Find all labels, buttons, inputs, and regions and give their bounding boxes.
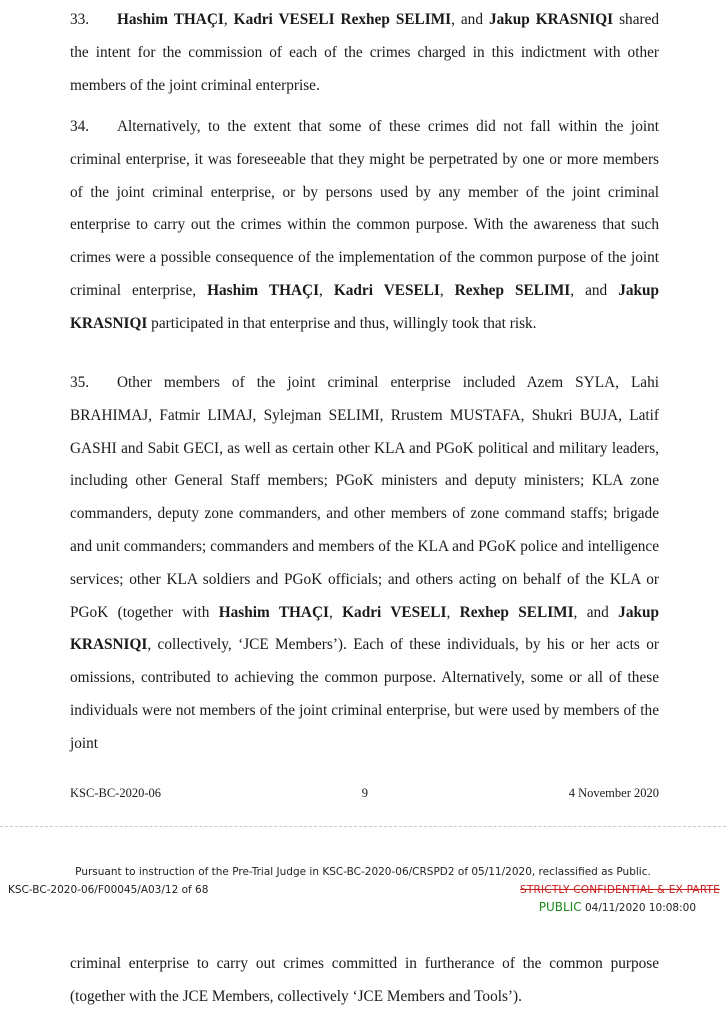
public-label: PUBLIC xyxy=(538,900,582,914)
paragraph-text: , xyxy=(223,11,234,28)
page-footer xyxy=(70,786,659,801)
public-stamp xyxy=(539,900,696,914)
accused-name: Hashim THAÇI xyxy=(117,11,224,28)
accused-name: Kadri VESELI Rexhep SELIMI xyxy=(233,11,452,28)
paragraph-text: , and xyxy=(451,11,489,28)
case-number: KSC-BC-2020-06 xyxy=(70,786,161,800)
paragraph-text: , xyxy=(446,603,460,621)
accused-name: Kadri VESELI xyxy=(342,603,447,621)
accused-name: Jakup KRASNIQI xyxy=(70,281,660,332)
accused-name: Jakup KRASNIQI xyxy=(488,11,614,28)
paragraph-number: 35. xyxy=(70,374,90,391)
continuation-paragraph: criminal enterprise to carry out crimes committed in furtherance of the common purpose (together with the JCE Members, collectively ‘JCE Members and Tools’). xyxy=(70,955,659,1005)
accused-name: Hashim THAÇI xyxy=(218,603,329,621)
paragraph-text: , xyxy=(439,281,455,299)
paragraph-35 xyxy=(70,367,659,761)
page-number: 9 xyxy=(361,786,368,800)
accused-name: Rexhep SELIMI xyxy=(459,603,574,621)
paragraph-text: , xyxy=(328,603,343,621)
accused-name: Rexhep SELIMI xyxy=(454,281,571,299)
paragraph-text: Other members of the joint criminal enterprise included Azem SYLA, Lahi BRAHIMAJ, Fatmir LIMAJ, Sylejman SELIMI, Rrustem MUSTAFA, Shukri BUJA, Latif GASHI and Sabit GECI, as well as certain other KLA and PGoK political and military leaders, including other General Staff members; PGoK ministers and deputy ministers; KLA zone commanders, deputy zone commanders, and other members of zone command staffs; brigade and unit commanders; commanders and members of the KLA and PGoK police and intelligence services; other KLA soldiers and PGoK officials; and others acting on behalf of the KLA or PGoK (together with xyxy=(70,374,659,621)
accused-name: Hashim THAÇI xyxy=(207,281,320,299)
paragraph-text: , and xyxy=(570,281,619,299)
document-date: 4 November 2020 xyxy=(568,786,659,800)
accused-name: Kadri VESELI xyxy=(333,281,440,299)
paragraph-33 xyxy=(70,4,659,102)
filing-reference: KSC-BC-2020-06/F00045/A03/12 of 68 xyxy=(8,884,209,896)
paragraph-number: 33. xyxy=(70,11,90,28)
paragraph-text: shared the intent for the commission of each of the crimes charged in this indictment with other members of the joint criminal enterprise. xyxy=(70,11,660,94)
paragraph-34 xyxy=(70,111,659,341)
page-break-divider xyxy=(0,826,726,827)
paragraph-text: , and xyxy=(573,603,619,621)
paragraph-text: Alternatively, to the extent that some of these crimes did not fall within the joint criminal enterprise, it was foreseeable that they might be perpetrated by one or more members of the joint criminal enterprise, or by persons used by any member of the joint criminal enterprise to carry out the crimes within the common purpose. With the awareness that such crimes were a possible consequence of the implementation of the common purpose of the joint criminal enterprise, xyxy=(70,118,659,299)
paragraph-text: participated in that enterprise and thus, willingly took that risk. xyxy=(147,314,537,332)
reclassification-notice: Pursuant to instruction of the Pre-Trial Judge in KSC-BC-2020-06/CRSPD2 of 05/11/2020, reclassified as Public. xyxy=(75,866,651,878)
paragraph-text: , collectively, ‘JCE Members’). Each of these individuals, by his or her acts or omissions, contributed to achieving the common purpose. Alternatively, some or all of these individuals were not members of the joint criminal enterprise, but were used by members of the joint xyxy=(70,636,659,752)
accused-name: Jakup KRASNIQI xyxy=(70,603,659,654)
paragraph-number: 34. xyxy=(70,118,90,135)
stamp-timestamp: 04/11/2020 10:08:00 xyxy=(584,902,696,914)
paragraph-text: , xyxy=(319,281,334,299)
struck-classification: STRICTLY CONFIDENTIAL & EX PARTE xyxy=(520,884,720,896)
